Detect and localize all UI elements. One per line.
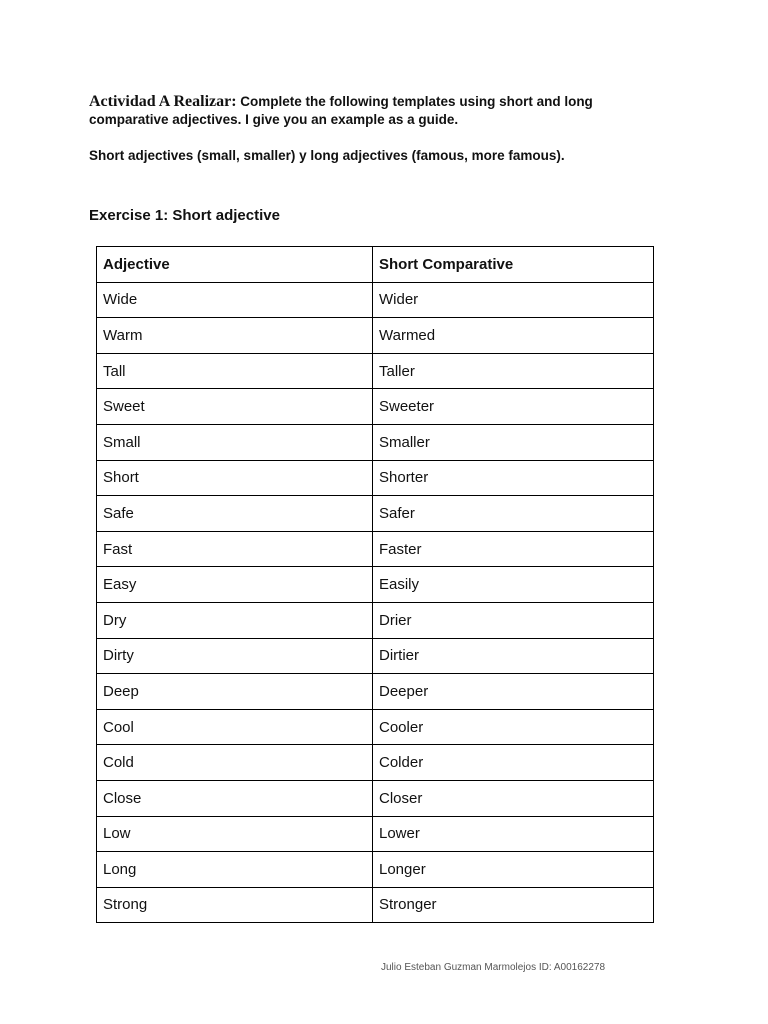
table-row	[97, 567, 654, 603]
adjective-cell: Low	[97, 816, 373, 852]
comparative-cell: Lower	[373, 816, 654, 852]
comparative-cell: Drier	[373, 602, 654, 638]
adjectives-note: Short adjectives (small, smaller) y long adjectives (famous, more famous).	[89, 148, 565, 163]
comparative-cell: Dirtier	[373, 638, 654, 674]
adjective-cell: Dry	[97, 602, 373, 638]
adjective-cell: Fast	[97, 531, 373, 567]
comparative-cell: Safer	[373, 496, 654, 532]
table-row	[97, 674, 654, 710]
adjective-cell: Sweet	[97, 389, 373, 425]
adjective-cell: Deep	[97, 674, 373, 710]
table-row	[97, 852, 654, 888]
adjective-cell: Wide	[97, 282, 373, 318]
table-row	[97, 460, 654, 496]
table-header-row	[97, 247, 654, 283]
adjective-cell: Cool	[97, 709, 373, 745]
table-row	[97, 887, 654, 923]
comparative-cell: Closer	[373, 780, 654, 816]
adjective-cell: Tall	[97, 353, 373, 389]
adjective-cell: Cold	[97, 745, 373, 781]
comparative-cell: Faster	[373, 531, 654, 567]
exercise-title: Exercise 1: Short adjective	[89, 207, 280, 224]
comparative-cell: Stronger	[373, 887, 654, 923]
table-row	[97, 531, 654, 567]
table-row	[97, 709, 654, 745]
adjective-cell: Warm	[97, 318, 373, 354]
header-adjective: Adjective	[97, 247, 373, 283]
table-row	[97, 389, 654, 425]
table-row	[97, 780, 654, 816]
adjective-cell: Dirty	[97, 638, 373, 674]
table-row	[97, 424, 654, 460]
comparative-cell: Warmed	[373, 318, 654, 354]
activity-heading: Actividad A Realizar:	[89, 93, 237, 110]
table-row	[97, 745, 654, 781]
table-row	[97, 318, 654, 354]
adjective-cell: Short	[97, 460, 373, 496]
activity-text: Complete the following templates using short and long comparative adjectives. I give you an example as a guide.	[89, 94, 593, 127]
table-row	[97, 602, 654, 638]
adjective-cell: Close	[97, 780, 373, 816]
table-row	[97, 353, 654, 389]
comparatives-table	[96, 246, 654, 923]
comparative-cell: Shorter	[373, 460, 654, 496]
comparative-cell: Taller	[373, 353, 654, 389]
author-footer: Julio Esteban Guzman Marmolejos ID: A00162278	[381, 962, 606, 973]
comparative-cell: Smaller	[373, 424, 654, 460]
comparative-cell: Colder	[373, 745, 654, 781]
table-row	[97, 816, 654, 852]
adjective-cell: Easy	[97, 567, 373, 603]
table-row	[97, 496, 654, 532]
comparative-cell: Easily	[373, 567, 654, 603]
comparative-cell: Longer	[373, 852, 654, 888]
table-row	[97, 282, 654, 318]
table-row	[97, 638, 654, 674]
adjective-cell: Long	[97, 852, 373, 888]
adjective-cell: Safe	[97, 496, 373, 532]
comparative-cell: Deeper	[373, 674, 654, 710]
comparative-cell: Sweeter	[373, 389, 654, 425]
activity-instructions	[89, 93, 649, 129]
adjective-cell: Small	[97, 424, 373, 460]
adjective-cell: Strong	[97, 887, 373, 923]
header-short-comparative: Short Comparative	[373, 247, 654, 283]
comparative-cell: Cooler	[373, 709, 654, 745]
comparative-cell: Wider	[373, 282, 654, 318]
